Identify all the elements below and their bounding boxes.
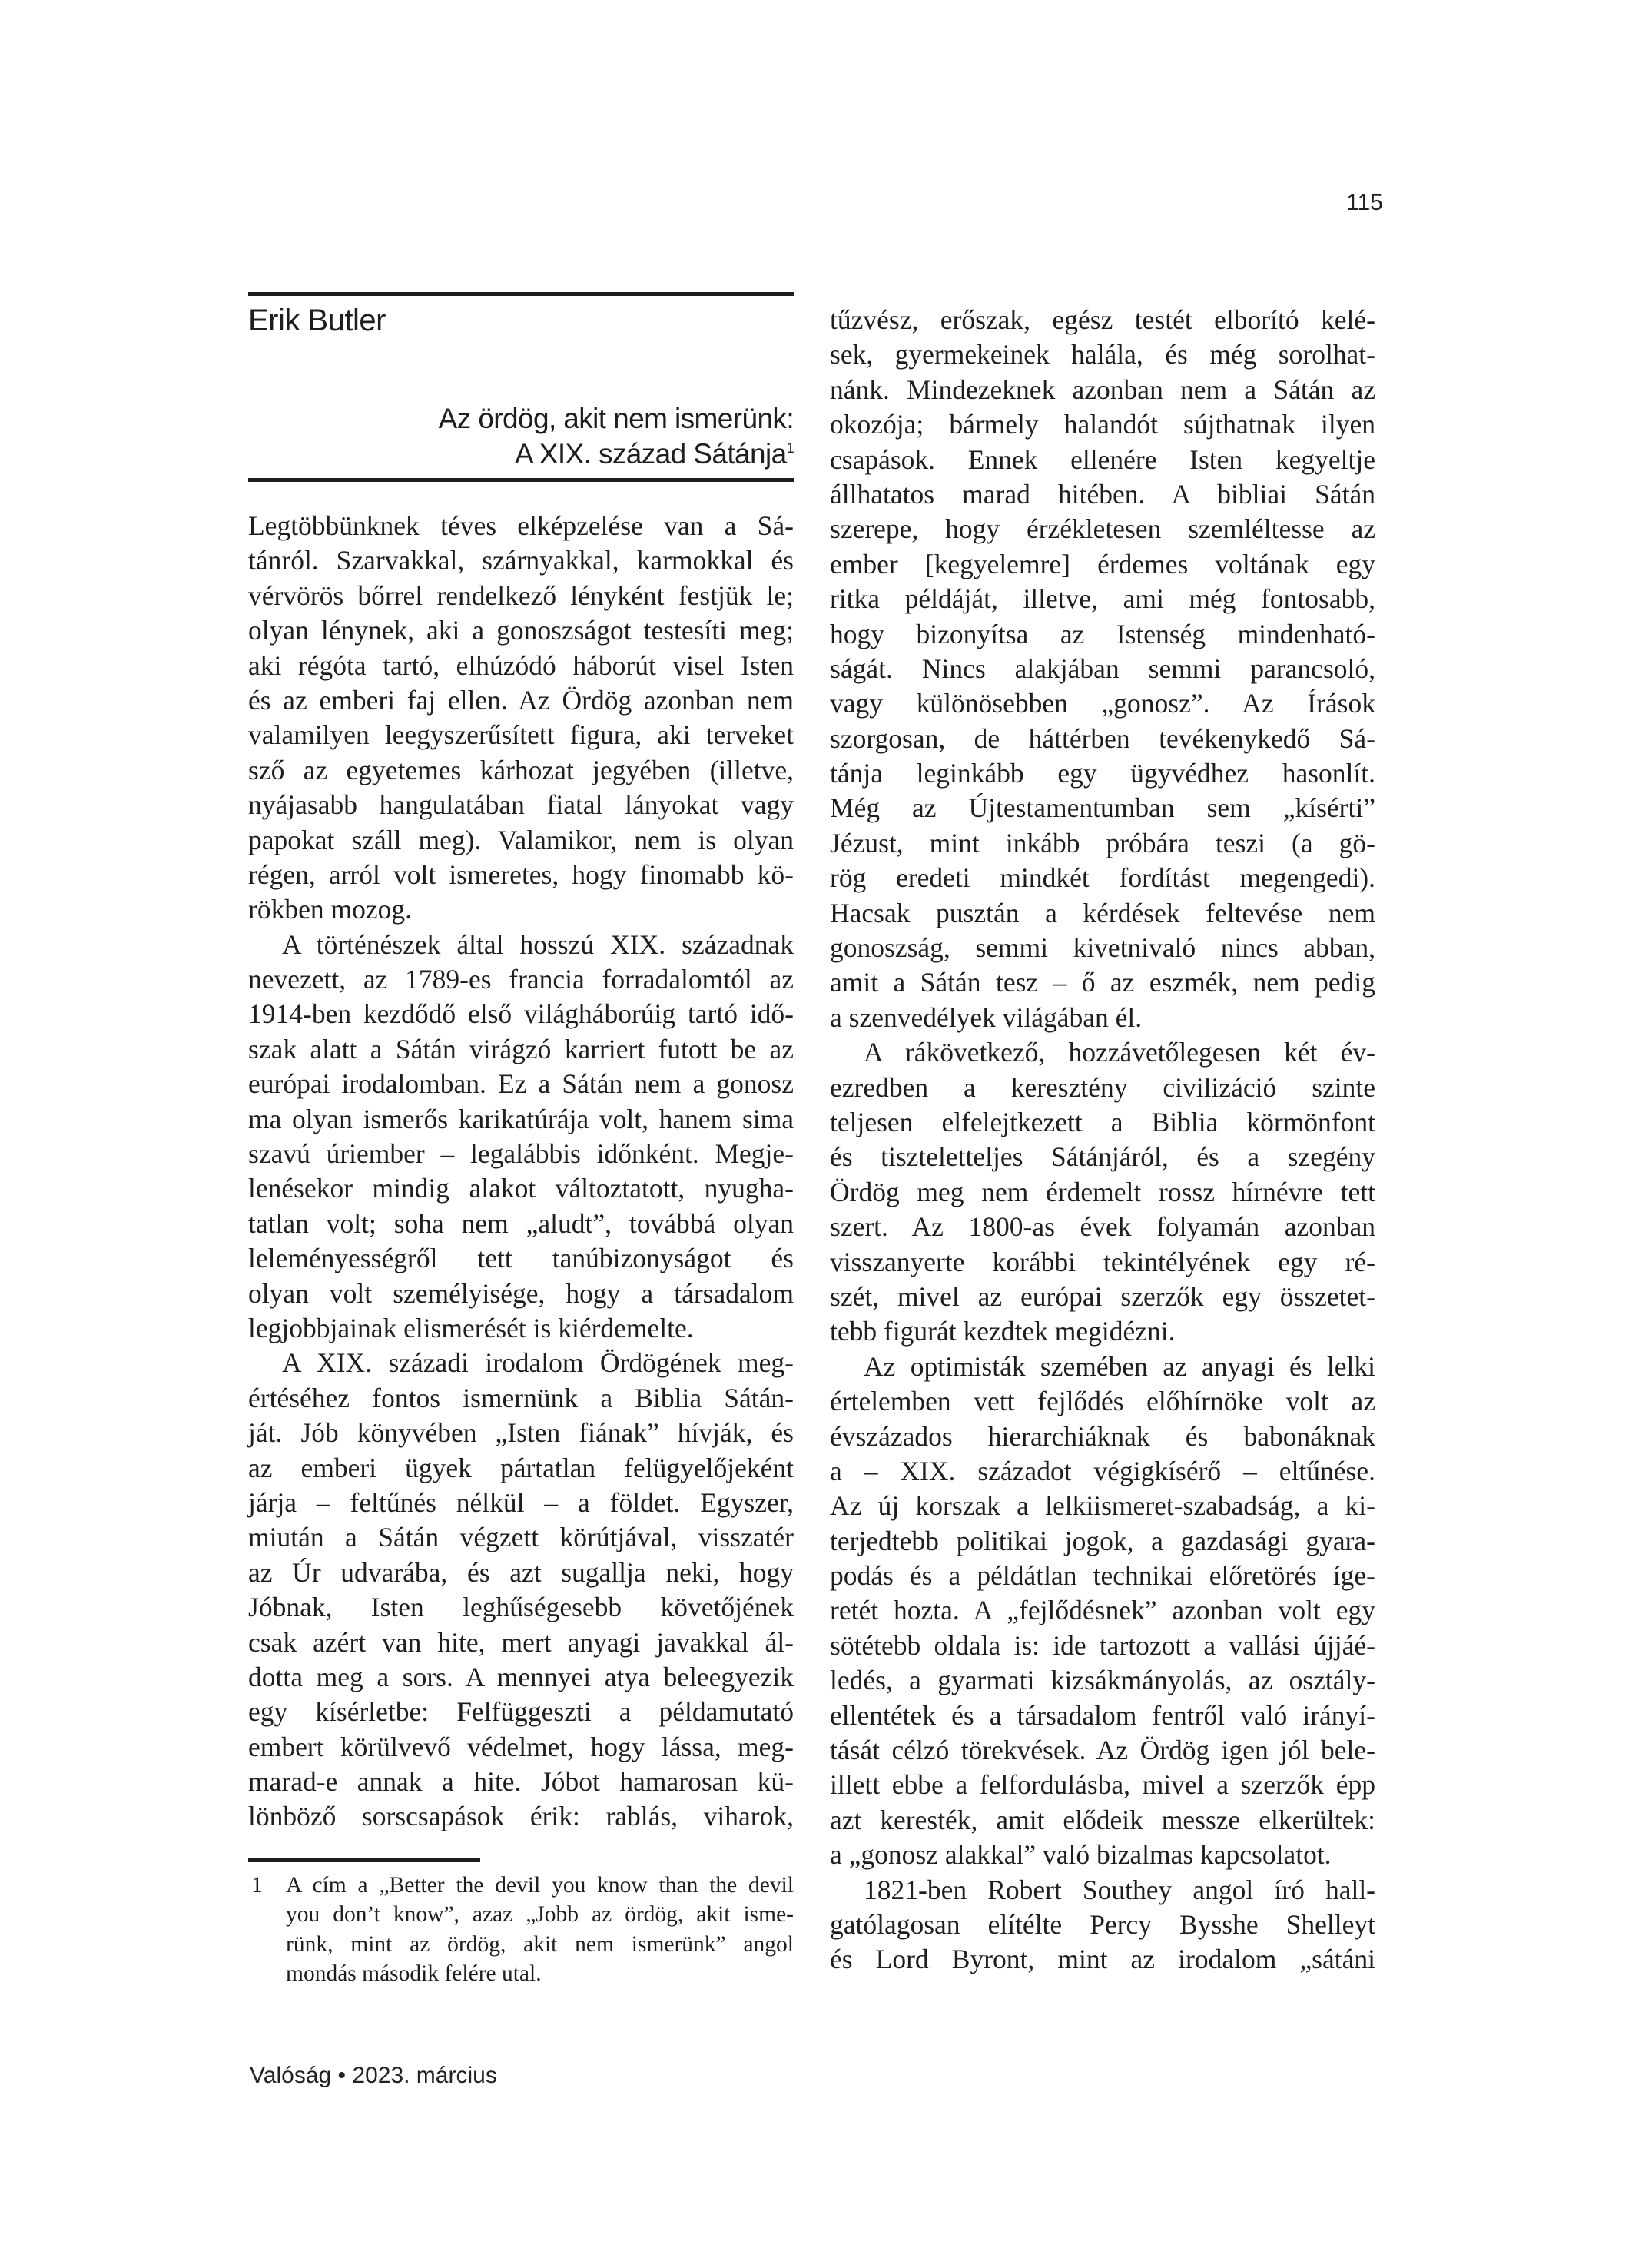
text-line: szavú úriember – legalábbis időnként. Megje-: [248, 1138, 794, 1170]
text-line: A rákövetkező, hozzávetőlegesen két év-: [864, 1037, 1375, 1068]
text-line: ritka példáját, illetve, ami még fontosabb,: [830, 583, 1375, 615]
text-line: 1914-ben kezdődő első világháborúig tartó idő-: [248, 998, 794, 1030]
text-line: a – XIX. századot végigkísérő – eltűnése.: [830, 1455, 1375, 1486]
text-line: Hacsak pusztán a kérdések feltevése nem: [830, 897, 1375, 928]
text-line: legjobbjainak elismerését is kiérdemelte.: [248, 1312, 694, 1343]
text-line: tánról. Szarvakkal, szárnyakkal, karmokkal és: [248, 545, 794, 576]
text-line: állhatatos marad hitében. A bibliai Sátán: [830, 478, 1375, 510]
text-line: marad-e annak a hite. Jóbot hamarosan kü-: [248, 1766, 794, 1798]
text-line: azt keresték, amit elődeik messze elkerültek:: [830, 1804, 1375, 1835]
footnote-number: 1: [251, 1873, 263, 1898]
text-line: hogy bizonyítsa az Istenség mindenható-: [830, 618, 1375, 649]
text-line: miután a Sátán végzett körútjával, visszatér: [248, 1522, 794, 1553]
text-line: a szenvedélyek világában él.: [830, 1001, 1143, 1033]
article-title-line-1: Az ördög, akit nem ismerünk:: [438, 403, 794, 434]
text-line: Még az Újtestamentumban sem „kísérti”: [830, 792, 1375, 824]
text-line: terjedtebb politikai jogok, a gazdasági gyara-: [830, 1525, 1375, 1556]
text-line: aki régóta tartó, elhúzódó háborút visel Isten: [248, 649, 794, 681]
text-line: európai irodalomban. Ez a Sátán nem a gonosz: [248, 1068, 794, 1100]
text-line: podás és a példátlan technikai előretörés íge-: [830, 1560, 1375, 1592]
journal-name: Valóság: [250, 2063, 332, 2088]
text-line: és Lord Byront, mint az irodalom „sátáni: [830, 1944, 1375, 1975]
article-title-line-2: [248, 437, 794, 472]
text-line: lönböző sorscsapások érik: rablás, viharok,: [248, 1801, 794, 1832]
text-line: szak alatt a Sátán virágzó karriert futott be az: [248, 1033, 794, 1064]
footer-separator: •: [337, 2063, 347, 2088]
text-line: nyájasabb hangulatában fiatal lányokat vagy: [248, 789, 794, 821]
text-line: Ördög meg nem érdemelt rossz hírnévre tett: [830, 1176, 1375, 1207]
text-line: valamilyen leegyszerűsített figura, aki terveket: [248, 719, 794, 751]
text-line: A XIX. századi irodalom Ördögének meg-: [282, 1347, 794, 1379]
header-rule-bottom: [248, 478, 794, 482]
text-line: csapások. Ennek ellenére Isten kegyeltje: [830, 443, 1375, 475]
text-line: dotta meg a sors. A mennyei atya beleegyezik: [248, 1661, 794, 1692]
footnotes: [248, 1871, 794, 1988]
text-line: értelemben vett fejlődés előhírnöke volt az: [830, 1386, 1375, 1417]
author-name: Erik Butler: [248, 304, 386, 337]
text-line: lenésekor mindig alakot változtatott, nyugha-: [248, 1173, 794, 1204]
footnote-reference[interactable]: 1: [786, 440, 794, 456]
text-line: ember [kegyelemre] érdemes voltának egy: [830, 548, 1375, 579]
text-line: évszázados hierarchiáknak és babonáknak: [830, 1420, 1375, 1452]
text-line: régen, arról volt ismeretes, hogy finomabb kö-: [248, 858, 794, 890]
text-line: Legtöbbünknek téves elképzelése van a Sá-: [248, 510, 794, 541]
text-line: tatlan volt; soha nem „aludt”, továbbá olyan: [248, 1207, 794, 1239]
text-line: mondás második felére utal.: [286, 1961, 542, 1986]
text-line: embert körülvevő védelmet, hogy lássa, meg-: [248, 1731, 794, 1762]
text-line: gatólagosan elítélte Percy Bysshe Shelleyt: [830, 1908, 1375, 1940]
page-number: 115: [1346, 190, 1383, 215]
footnote-text: [286, 1871, 794, 1988]
text-line: ságát. Nincs alakjában semmi parancsoló,: [830, 653, 1375, 684]
text-line: sötétebb oldala is: ide tartozott a vallási újjáé-: [830, 1629, 1375, 1661]
text-line: tását célzó törekvések. Az Ördög igen jól bele-: [830, 1735, 1375, 1766]
text-line: rög eredeti mindkét fordítást megengedi).: [830, 862, 1375, 894]
text-line: ledés, a gyarmati kizsákmányolás, az osztály-: [830, 1665, 1375, 1696]
text-line: olyan volt személyisége, hogy a társadalom: [248, 1277, 794, 1309]
text-line: szorgosan, de háttérben tevékenykedő Sá-: [830, 722, 1375, 754]
body-column-left: [248, 509, 794, 1835]
text-line: nevezett, az 1789-es francia forradalomtól az: [248, 964, 794, 995]
text-line: 1821-ben Robert Southey angol író hall-: [864, 1874, 1375, 1905]
text-line: szét, mivel az európai szerzők egy összetet-: [830, 1280, 1375, 1312]
text-line: rökben mozog.: [248, 894, 412, 925]
text-line: ját. Jób könyvében „Isten fiának” hívják, és: [248, 1417, 794, 1449]
text-line: A történészek által hosszú XIX. századnak: [282, 928, 794, 960]
text-line: visszanyerte korábbi tekintélyének egy ré-: [830, 1246, 1375, 1277]
text-line: szert. Az 1800-as évek folyamán azonban: [830, 1211, 1375, 1243]
text-line: you don’t know”, azaz „Jobb az ördög, akit isme-: [286, 1902, 794, 1928]
text-line: vagy különösebben „gonosz”. Az Írások: [830, 688, 1375, 719]
text-line: ezredben a keresztény civilizáció szinte: [830, 1071, 1375, 1103]
footnote-1: [248, 1871, 794, 1988]
page-footer: [250, 2062, 497, 2090]
text-line: a „gonosz alakkal” való bizalmas kapcsolatot.: [830, 1839, 1332, 1871]
text-line: Az optimisták szemében az anyagi és lelki: [864, 1350, 1375, 1382]
text-line: sek, gyermekeinek halála, és még sorolhat-: [830, 339, 1375, 370]
text-line: illett ebbe a felfordulásba, mivel a szerzők épp: [830, 1769, 1375, 1801]
text-line: rünk, mint az ördög, akit nem ismerünk” angol: [286, 1931, 794, 1957]
article-title: [248, 401, 794, 472]
text-line: amit a Sátán tesz – ő az eszmék, nem pedig: [830, 967, 1375, 998]
footnote-rule: [248, 1858, 480, 1862]
text-line: tánja leginkább egy ügyvédhez hasonlít.: [830, 758, 1375, 789]
text-line: az Úr udvarába, és azt sugallja neki, hogy: [248, 1556, 794, 1588]
text-line: olyan lénynek, aki a gonoszságot testesíti meg;: [248, 615, 794, 646]
text-line: járja – feltűnés nélkül – a földet. Egyszer,: [248, 1486, 794, 1518]
text-line: szerepe, hogy érzékletesen szemléltesse az: [830, 513, 1375, 545]
text-line: az emberi ügyek pártatlan felügyelőjeként: [248, 1452, 794, 1483]
text-line: tűzvész, erőszak, egész testét elborító kelé-: [830, 304, 1375, 335]
text-line: retét hozta. A „fejlődésnek” azonban volt egy: [830, 1595, 1375, 1626]
text-line: gonoszság, semmi kivetnivaló nincs abban,: [830, 932, 1375, 964]
text-line: ma olyan ismerős karikatúrája volt, hanem sima: [248, 1103, 794, 1134]
article-title-line-2-text: A XIX. század Sátánja: [515, 438, 787, 470]
text-line: Jézust, mint inkább próbára teszi (a gö-: [830, 827, 1375, 858]
text-line: és tiszteletteljes Sátánjáról, és a szegény: [830, 1141, 1375, 1173]
text-line: okozója; bármely halandót sújthatnak ilyen: [830, 409, 1375, 440]
text-line: leleményességről tett tanúbizonyságot és: [248, 1243, 794, 1274]
text-line: csak azért van hite, mert anyagi javakkal ál-: [248, 1626, 794, 1658]
text-line: egy kísérletbe: Felfüggeszti a példamutató: [248, 1696, 794, 1728]
text-line: értéséhez fontos ismernünk a Biblia Sátán-: [248, 1382, 794, 1413]
text-line: tebb figurát kezdtek megidézni.: [830, 1316, 1176, 1347]
issue-date: 2023. március: [352, 2063, 497, 2088]
text-line: A cím a „Better the devil you know than the devil: [286, 1873, 794, 1898]
text-line: nánk. Mindezeknek azonban nem a Sátán az: [830, 374, 1375, 405]
header-rule-top: [248, 292, 794, 296]
text-line: teljesen elfelejtkezett a Biblia körmönfont: [830, 1106, 1375, 1137]
text-line: sző az egyetemes kárhozat jegyében (illetve,: [248, 754, 794, 785]
text-line: és az emberi faj ellen. Az Ördög azonban nem: [248, 684, 794, 716]
text-line: Jóbnak, Isten leghűségesebb követőjének: [248, 1592, 794, 1623]
body-column-right: [830, 303, 1375, 1977]
text-line: vérvörös bőrrel rendelkező lényként festjük le;: [248, 579, 794, 611]
text-line: papokat száll meg). Valamikor, nem is olyan: [248, 824, 794, 855]
text-line: Az új korszak a lelkiismeret-szabadság, a ki-: [830, 1490, 1375, 1522]
text-line: ellentétek és a társadalom fentről való irányí-: [830, 1699, 1375, 1731]
